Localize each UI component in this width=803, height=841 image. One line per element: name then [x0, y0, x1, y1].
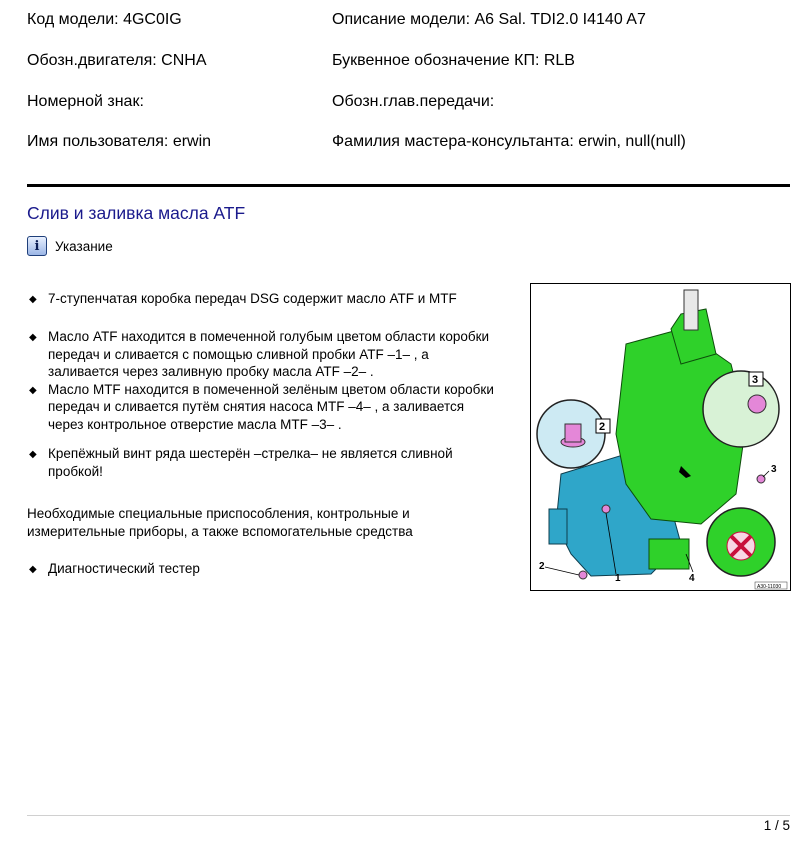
- list-item: ◆ Крепёжный винт ряда шестерён –стрелка– не является сливной пробкой!: [29, 446, 453, 479]
- inset-circle-mtf-check: [703, 371, 779, 447]
- bullet-list: [27, 445, 502, 480]
- tools-list: [27, 560, 502, 578]
- license-plate: Номерной знак:: [27, 93, 144, 110]
- mtf-pump: [649, 539, 689, 569]
- callout-3: 3: [771, 464, 777, 475]
- tools-paragraph: Необходимые специальные приспособления, контрольные и измерительные приборы, а также вспомогательные средства: [27, 506, 413, 539]
- output-shaft: [684, 290, 698, 330]
- page-number: 1 / 5: [763, 818, 790, 833]
- list-item: ◆ Масло MTF находится в помеченной зелёным цветом области коробки передач и сливается путём снятия насоса MTF –4– , а заливается через контрольное отверстие масла MTF –3– .: [29, 381, 494, 432]
- model-description: Описание модели: A6 Sal. TDI2.0 I4140 A7: [332, 11, 646, 28]
- list-item: ◆ 7-ступенчатая коробка передач DSG содержит масло ATF и MTF: [29, 291, 457, 306]
- leader-2: [545, 567, 579, 575]
- drain-plug-2: [579, 571, 587, 579]
- engine-code: Обозн.двигателя: CNHA: [27, 52, 207, 69]
- note: [27, 236, 113, 256]
- inset-label-3: 3: [752, 374, 759, 386]
- list-item: ◆ Масло ATF находится в помеченной голубым цветом области коробки передач и сливается с помощью сливной пробки ATF –1– , а заливается через заливную пробку масла ATF –2– .: [29, 329, 490, 379]
- filler-plug-body: [565, 424, 581, 442]
- leader-3: [763, 471, 769, 477]
- section-title: Слив и заливка масла ATF: [27, 203, 246, 223]
- inset-label-2: 2: [599, 421, 606, 433]
- model-code: Код модели: 4GC0IG: [27, 11, 182, 28]
- gearbox-figure: [530, 283, 791, 591]
- final-drive-code: Обозн.глав.передачи:: [332, 93, 495, 110]
- ref-code: A30-11030: [757, 584, 782, 590]
- atf-flange: [549, 509, 567, 544]
- info-icon: i: [27, 236, 47, 256]
- service-advisor: Фамилия мастера-консультанта: erwin, null(null): [332, 133, 686, 150]
- note-label: Указание: [55, 238, 113, 254]
- callout-1: 1: [615, 573, 621, 584]
- gearbox-code: Буквенное обозначение КП: RLB: [332, 52, 575, 69]
- footer-divider: [27, 815, 790, 816]
- bullet-list: [27, 328, 502, 433]
- bullet-list: [27, 290, 502, 308]
- callout-4: 4: [689, 573, 695, 584]
- header-divider: [27, 184, 790, 187]
- user-name: Имя пользователя: erwin: [27, 133, 212, 150]
- list-item: ◆ Диагностический тестер: [29, 561, 200, 576]
- drain-plug-1: [602, 505, 610, 513]
- check-plug: [748, 395, 766, 413]
- callout-2: 2: [539, 561, 545, 572]
